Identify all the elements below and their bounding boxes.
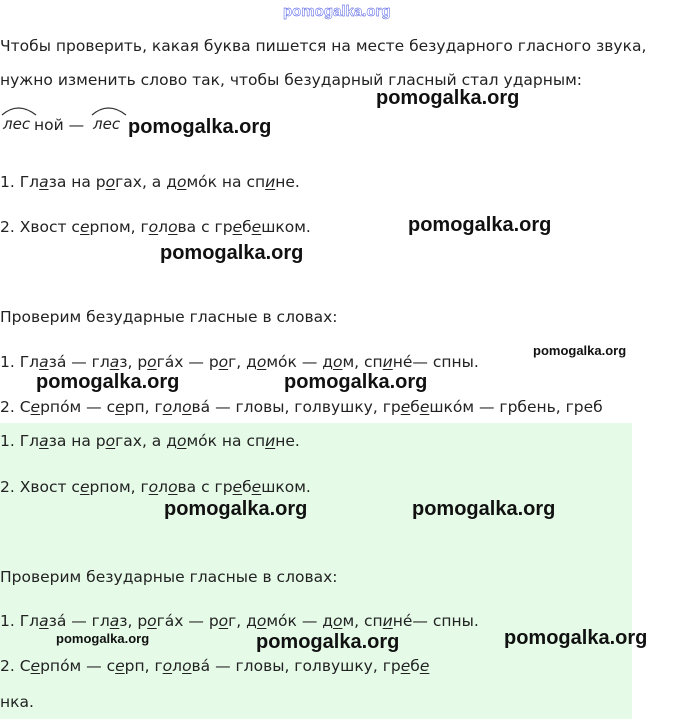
watermark: pomogalka.org bbox=[256, 631, 400, 653]
example-root-2: лес bbox=[93, 115, 121, 133]
sentence-2: 2. Хвост серпом, голова с гребешком. bbox=[0, 218, 311, 236]
watermark: pomogalka.org bbox=[128, 116, 272, 138]
answer-check-line-1: 1. Глазá — глаз, рогáх — рог, домóк — дом, спинé— спны. bbox=[0, 612, 479, 630]
intro-line-1: Чтобы проверить, какая буква пишется на месте безударного гласного звука, bbox=[0, 37, 647, 55]
watermark: pomogalka.org bbox=[284, 371, 428, 393]
answer-sentence-2: 2. Хвост серпом, голова с гребешком. bbox=[0, 478, 311, 496]
answer-check-line-2-wrap: нка. bbox=[0, 693, 34, 711]
example-suffix: ной — bbox=[34, 116, 85, 134]
check-line-2: 2. Серпóм — серп, головá — гловы, голвушку, гребешкóм — грбень, греб bbox=[0, 398, 603, 416]
watermark: pomogalka.org bbox=[164, 498, 308, 520]
watermark: pomogalka.org bbox=[160, 242, 304, 264]
watermark: pomogalka.org bbox=[408, 214, 552, 236]
watermark: pomogalka.org bbox=[36, 371, 180, 393]
watermark: pomogalka.org bbox=[504, 627, 648, 649]
check-line-1: 1. Глазá — глаз, рогáх — рог, домóк — дом, спинé— спны. bbox=[0, 353, 479, 371]
watermark: pomogalka.org bbox=[376, 87, 520, 109]
answer-sentence-1: 1. Глаза на рогах, а домóк на спине. bbox=[0, 432, 300, 450]
answer-check-heading: Проверим безударные гласные в словах: bbox=[0, 568, 338, 586]
example-root-1: лес bbox=[3, 115, 31, 133]
intro-line-2: нужно изменить слово так, чтобы безударный гласный стал ударным: bbox=[0, 71, 583, 89]
watermark: pomogalka.org bbox=[533, 343, 627, 358]
watermark-top: pomogalka.org bbox=[283, 3, 391, 20]
sentence-1: 1. Глаза на рогах, а домóк на спине. bbox=[0, 173, 300, 191]
watermark: pomogalka.org bbox=[56, 631, 150, 646]
watermark: pomogalka.org bbox=[412, 498, 556, 520]
check-heading: Проверим безударные гласные в словах: bbox=[0, 308, 338, 326]
answer-check-line-2: 2. Серпóм — серп, головá — гловы, голвушку, гребе bbox=[0, 657, 430, 675]
